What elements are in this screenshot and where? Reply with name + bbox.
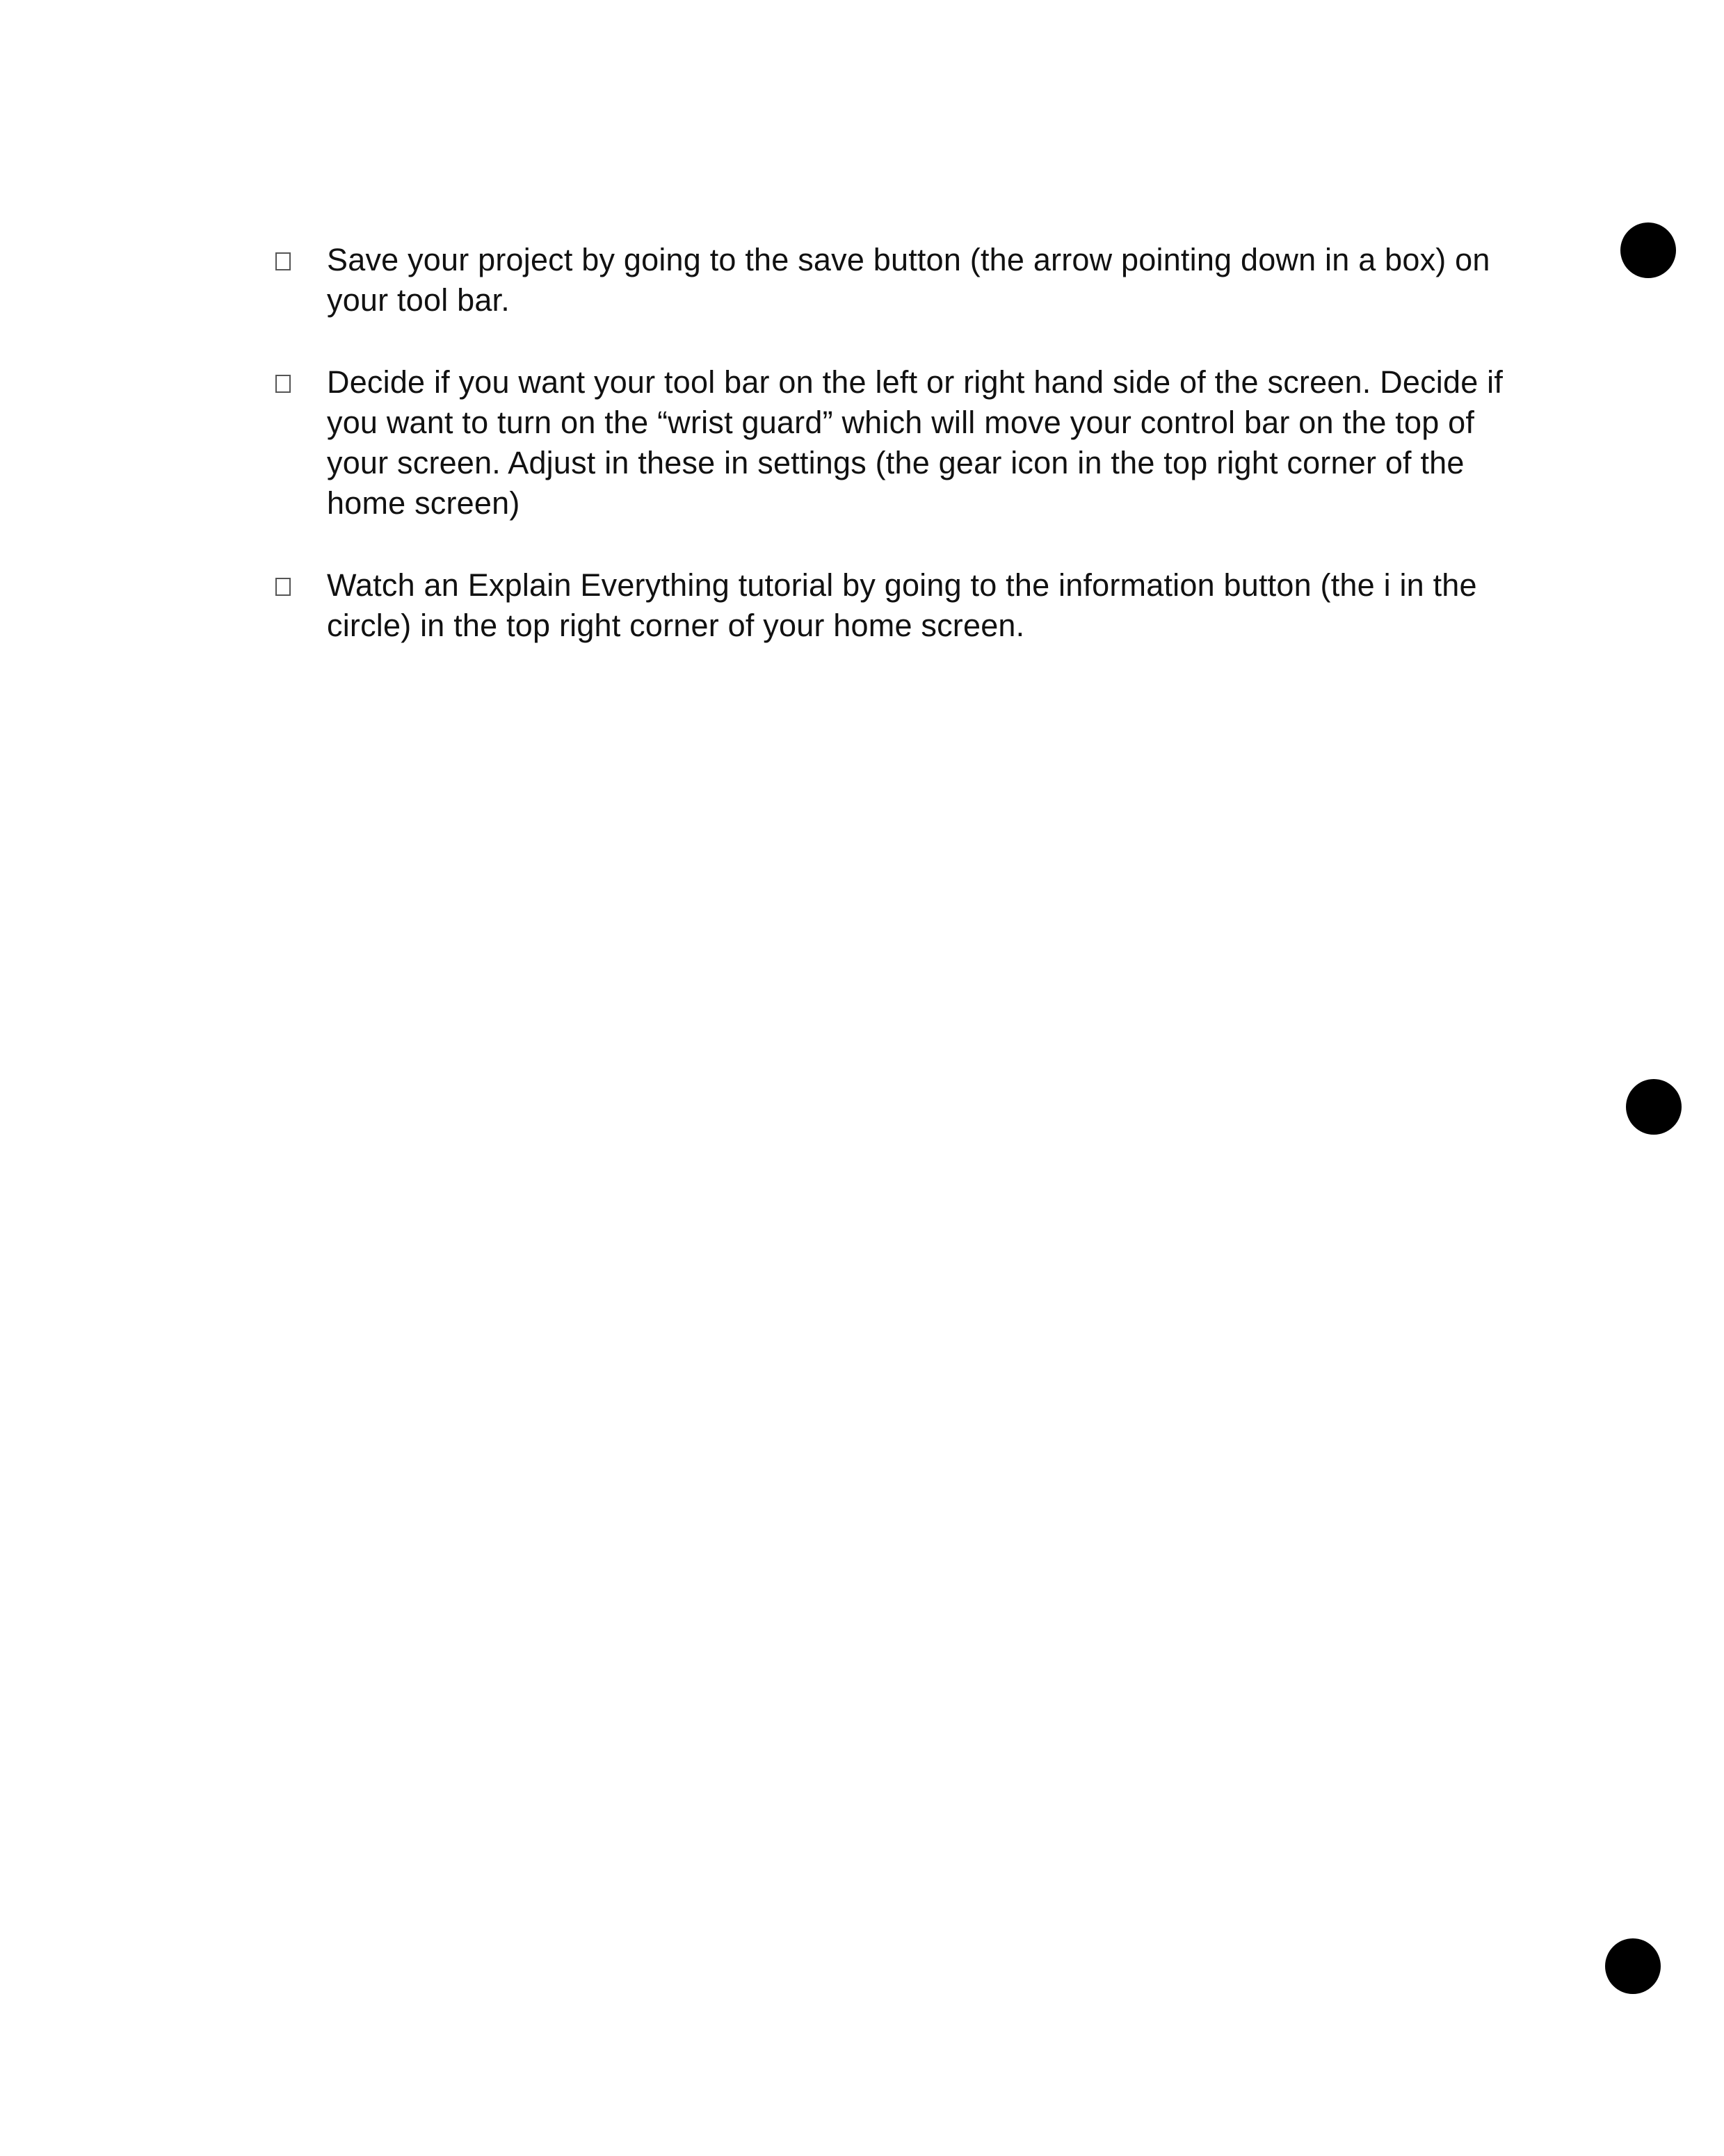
checkbox-icon[interactable] [275, 252, 291, 270]
checklist-item-save-project [271, 240, 1537, 321]
checkbox-icon[interactable] [275, 375, 291, 393]
checkbox-icon[interactable] [275, 578, 291, 596]
hole-punch-mark [1626, 1079, 1682, 1135]
hole-punch-mark [1620, 222, 1676, 278]
hole-punch-mark [1605, 1938, 1661, 1994]
checklist-item-tool-bar-settings [271, 362, 1537, 524]
checklist-item-text: Save your project by going to the save button (the arrow pointing down in a box) on your tool bar. [327, 242, 1490, 318]
checklist [271, 240, 1537, 688]
checklist-item-text: Decide if you want your tool bar on the left or right hand side of the screen. Decide if you want to turn on the “wrist guard” which will move your control bar on the top of your screen. Adjust in these in settings (the gear icon in the top right corner of the home screen) [327, 364, 1504, 521]
checklist-item-watch-tutorial [271, 565, 1537, 646]
checklist-item-text: Watch an Explain Everything tutorial by going to the information button (the i in the circle) in the top right corner of your home screen. [327, 567, 1477, 643]
